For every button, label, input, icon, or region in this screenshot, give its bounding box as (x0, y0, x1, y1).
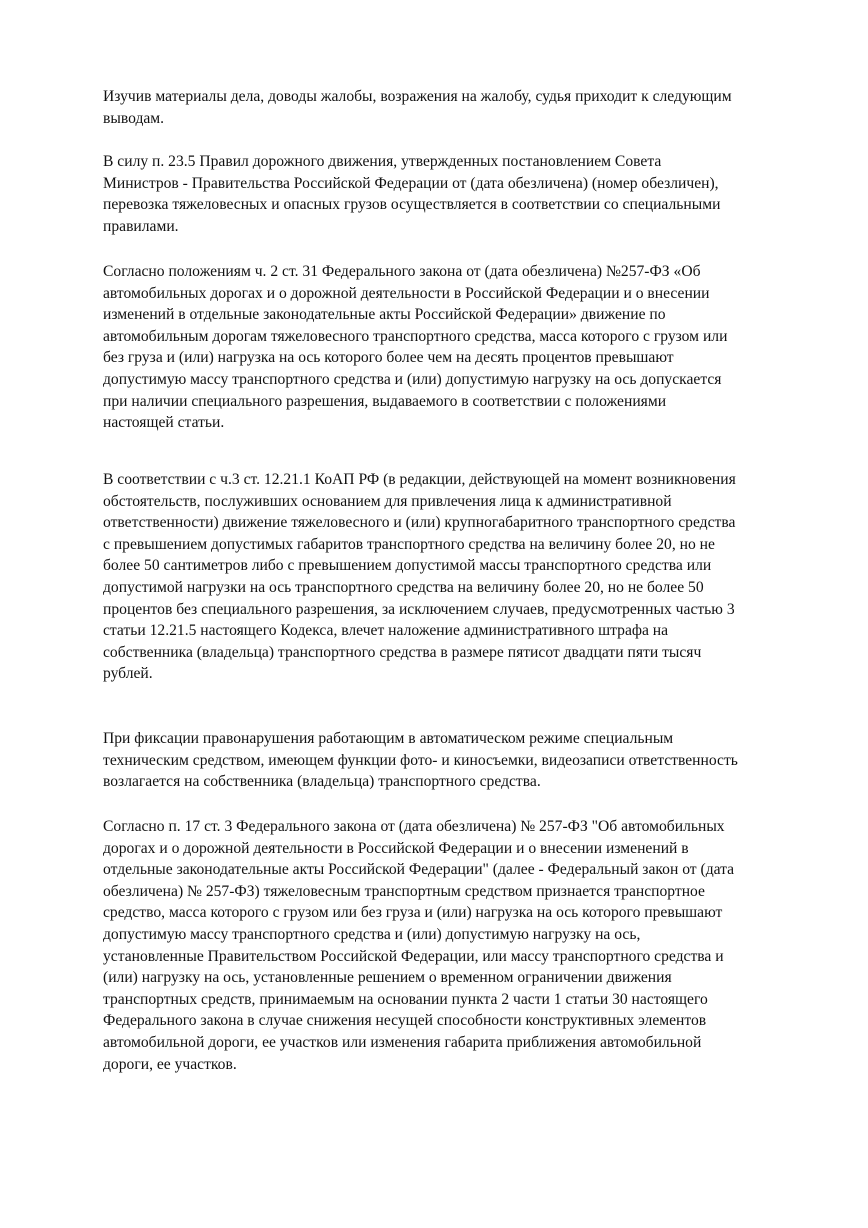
text-line: собственника (владельца) транспортного средства в размере пятисот двадцати пяти тысяч (103, 643, 702, 661)
paragraph-traffic-rules (103, 151, 793, 237)
text-line: статьи 12.21.5 настоящего Кодекса, влечет наложение административного штрафа на (103, 622, 669, 640)
text-line: правилами. (103, 217, 179, 235)
text-line: выводам. (103, 109, 165, 127)
text-line: более 50 сантиметров либо с превышением допустимой массы транспортного средства или (103, 557, 712, 575)
text-line: перевозка тяжеловесных и опасных грузов осуществляется в соответствии со специальными (103, 196, 721, 214)
text-line: установленные Правительством Российской Федерации, или массу транспортного средства и (103, 947, 724, 965)
text-line: обстоятельств, послуживших основанием для привлечения лица к административной (103, 492, 672, 510)
text-line: возлагается на собственника (владельца) транспортного средства. (103, 773, 541, 791)
text-line: допустимой нагрузки на ось транспортного средства на величину более 20, но не более 50 (103, 578, 704, 596)
text-line: Согласно п. 17 ст. 3 Федерального закона от (дата обезличена) № 257-ФЗ "Об автомобильных (103, 818, 725, 835)
text-line: отдельные законодательные акты Российской Федерации" (далее - Федеральный закон от (дата (103, 861, 735, 879)
text-line: изменений в отдельные законодательные акты Российской Федерации» движение по (103, 306, 666, 324)
text-line: Министров - Правительства Российской Федерации от (дата обезличена) (номер обезличен), (103, 174, 719, 192)
text-line: автомобильным дорогам тяжеловесного транспортного средства, масса которого с грузом или (103, 327, 728, 345)
text-line: с превышением допустимых габаритов транспортного средства на величину более 20, но не (103, 535, 715, 553)
paragraph-heavy-vehicle-definition (103, 816, 793, 1075)
text-line: В силу п. 23.5 Правил дорожного движения, утвержденных постановлением Совета (103, 153, 662, 170)
text-line: В соответствии с ч.3 ст. 12.21.1 КоАП РФ (в редакции, действующей на момент возникновения (103, 471, 736, 488)
text-line: процентов без специального разрешения, за исключением случаев, предусмотренных частью 3 (103, 600, 735, 618)
text-line: рублей. (103, 665, 153, 683)
text-line: средство, масса которого с грузом или без груза и (или) нагрузка на ось которого превышают (103, 904, 723, 922)
text-line: Федерального закона в случае снижения несущей способности конструктивных элементов (103, 1012, 707, 1030)
text-line: без груза и (или) нагрузка на ось которого более чем на десять процентов превышают (103, 349, 674, 367)
text-line: обезличена) № 257-ФЗ) тяжеловесным транспортным средством признается транспортное (103, 882, 705, 900)
text-line: техническим средством, имеющем функции фото- и киносъемки, видеозаписи ответственность (103, 751, 738, 769)
text-line: Согласно положениям ч. 2 ст. 31 Федерального закона от (дата обезличена) №257-ФЗ «Об (103, 263, 701, 280)
text-line: при наличии специального разрешения, выдаваемого в соответствии с положениями (103, 392, 667, 410)
text-line: автомобильных дорогах и о дорожной деятельности в Российской Федерации и о внесении (103, 284, 710, 302)
paragraph-federal-law-article-31 (103, 261, 793, 434)
text-line: Изучив материалы дела, доводы жалобы, возражения на жалобу, судья приходит к следующим (103, 88, 732, 105)
text-line: допустимую массу транспортного средства и (или) допустимую нагрузку на ось, (103, 925, 641, 943)
paragraph-conclusions-intro (103, 86, 793, 129)
text-line: транспортных средств, принимаемым на основании пункта 2 части 1 статьи 30 настоящего (103, 990, 708, 1008)
text-line: При фиксации правонарушения работающим в автоматическом режиме специальным (103, 730, 674, 747)
paragraph-automatic-fixation (103, 728, 793, 793)
text-line: дорогах и о дорожной деятельности в Российской Федерации и о внесении изменений в (103, 839, 689, 857)
text-line: ответственности) движение тяжеловесного и (или) крупногабаритного транспортного средства (103, 514, 736, 532)
paragraph-koap-article-12-21-1 (103, 469, 793, 685)
text-line: настоящей статьи. (103, 414, 225, 432)
text-line: автомобильной дороги, ее участков или изменения габарита приближения автомобильной (103, 1033, 702, 1051)
text-line: дороги, ее участков. (103, 1055, 237, 1073)
text-line: (или) нагрузку на ось, установленные решением о временном ограничении движения (103, 969, 672, 987)
text-line: допустимую массу транспортного средства и (или) допустимую нагрузку на ось допускается (103, 370, 722, 388)
